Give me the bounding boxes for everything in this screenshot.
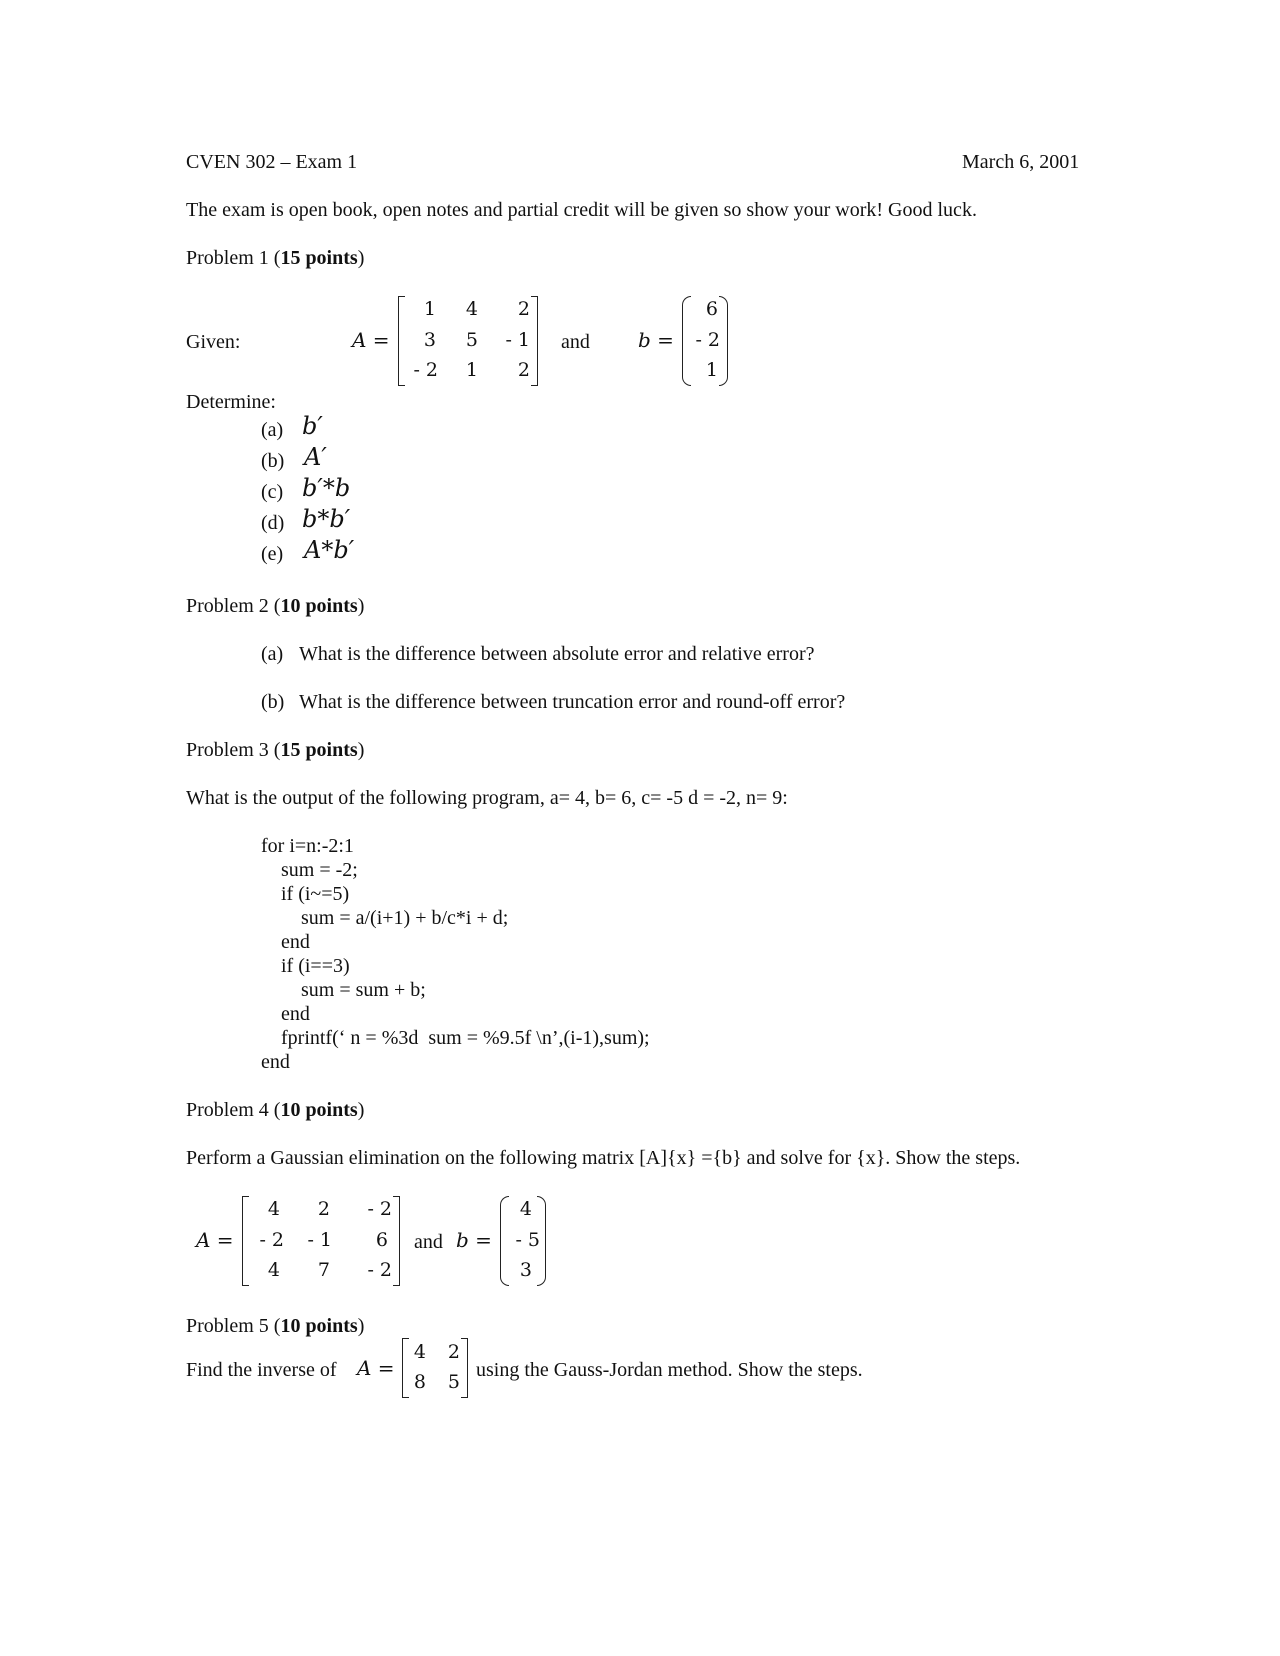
code-line: end [261, 931, 310, 953]
matrix-cell: 4 [465, 298, 478, 320]
vector-cell: 3 [519, 1259, 532, 1281]
determine-label: Determine: [186, 391, 276, 413]
item-expression: b*b′ [302, 505, 351, 533]
matrix-cell: 4 [267, 1198, 280, 1220]
vector-cell: 4 [519, 1198, 532, 1220]
right-bracket [461, 1338, 468, 1398]
gaussian-question: Perform a Gaussian elimination on the following matrix [A]{x} ={b} and solve for {x}. Show the steps. [186, 1147, 1021, 1169]
matrix-cell: 5 [465, 329, 478, 351]
matrix-cell: 4 [267, 1259, 280, 1281]
code-line: if (i~=5) [261, 883, 350, 905]
matrix-cell: 2 [317, 1198, 330, 1220]
vector-cell: 6 [705, 298, 718, 320]
item-label: (a) [261, 419, 284, 441]
vector-cell: 1 [705, 359, 718, 381]
item-expression: A*b′ [304, 536, 355, 564]
item-expression: b′*b [302, 474, 351, 502]
code-line: for i=n:-2:1 [261, 835, 354, 857]
matrix-a-problem-5 [402, 1338, 468, 1398]
vector-cell: - 5 [515, 1229, 540, 1251]
course-title: CVEN 302 – Exam 1 [186, 151, 358, 173]
code-line: sum = -2; [261, 859, 358, 881]
question-text: What is the difference between absolute error and relative error? [299, 643, 815, 665]
matrix-cell: 1 [423, 298, 436, 320]
problem-4-heading: Problem 4 (10 points) [186, 1099, 365, 1121]
problem-1-heading: Problem 1 (15 points) [186, 247, 365, 269]
question-text: What is the difference between truncation error and round-off error? [299, 691, 846, 713]
matrix-a-label: A = [352, 328, 390, 352]
matrix-cell: - 2 [367, 1198, 392, 1220]
problem-3-heading: Problem 3 (15 points) [186, 739, 365, 761]
problem-2-points: 10 points [280, 595, 358, 617]
matrix-a-problem-1 [398, 296, 538, 386]
code-line: fprintf(‘ n = %3d sum = %9.5f \n’,(i-1),sum); [261, 1027, 650, 1049]
problem-2-heading: Problem 2 (10 points) [186, 595, 365, 617]
matrix-cell: 7 [317, 1259, 330, 1281]
item-expression: b′ [302, 412, 323, 440]
item-label: (b) [261, 450, 285, 472]
vector-b-problem-1 [682, 296, 728, 386]
vector-b-problem-4 [500, 1196, 546, 1286]
problem-1-points: 15 points [280, 247, 358, 269]
matrix-cell: 1 [465, 359, 478, 381]
inverse-question-start: Find the inverse of [186, 1359, 337, 1381]
right-bracket [531, 296, 538, 386]
code-line: end [261, 1003, 310, 1025]
code-line: end [261, 1051, 290, 1073]
right-bracket [393, 1196, 400, 1286]
matrix-cell: 5 [447, 1371, 460, 1393]
matrix-cell: 2 [447, 1341, 460, 1363]
matrix-cell: 3 [423, 329, 436, 351]
vector-b-label: b = [456, 1228, 492, 1252]
matrix-cell: - 2 [259, 1229, 284, 1251]
matrix-cell: 2 [517, 298, 530, 320]
matrix-cell: 6 [375, 1229, 388, 1251]
problem-5-heading: Problem 5 (10 points) [186, 1315, 365, 1337]
item-label: (e) [261, 543, 284, 565]
item-expression: A′ [304, 443, 327, 471]
right-brace [719, 296, 728, 386]
and-connector: and [414, 1231, 443, 1253]
problem-3-points: 15 points [280, 739, 358, 761]
code-line: sum = a/(i+1) + b/c*i + d; [261, 907, 509, 929]
matrix-cell: - 2 [413, 359, 438, 381]
matrix-a-label: A = [196, 1228, 234, 1252]
item-label: (c) [261, 481, 284, 503]
code-line: sum = sum + b; [261, 979, 426, 1001]
matrix-a-label: A = [357, 1356, 395, 1380]
and-connector: and [561, 331, 590, 353]
matrix-cell: 4 [413, 1341, 426, 1363]
exam-date: March 6, 2001 [962, 151, 1080, 173]
inverse-question-end: using the Gauss-Jordan method. Show the steps. [476, 1359, 863, 1381]
item-label: (d) [261, 512, 285, 534]
problem-5-points: 10 points [280, 1315, 358, 1337]
vector-cell: - 2 [695, 329, 720, 351]
item-label: (a) [261, 643, 284, 665]
problem-4-points: 10 points [280, 1099, 358, 1121]
matrix-a-problem-4 [242, 1196, 400, 1286]
item-label: (b) [261, 691, 285, 713]
matrix-cell: 8 [413, 1371, 426, 1393]
matrix-cell: - 1 [505, 329, 530, 351]
program-question: What is the output of the following program, a= 4, b= 6, c= -5 d = -2, n= 9: [186, 787, 788, 809]
left-bracket [398, 296, 405, 386]
matrix-cell: 2 [517, 359, 530, 381]
vector-b-label: b = [638, 328, 674, 352]
exam-instructions: The exam is open book, open notes and partial credit will be given so show your work! Good luck. [186, 199, 977, 221]
given-label: Given: [186, 331, 241, 353]
matrix-cell: - 2 [367, 1259, 392, 1281]
code-line: if (i==3) [261, 955, 350, 977]
matrix-cell: - 1 [307, 1229, 332, 1251]
